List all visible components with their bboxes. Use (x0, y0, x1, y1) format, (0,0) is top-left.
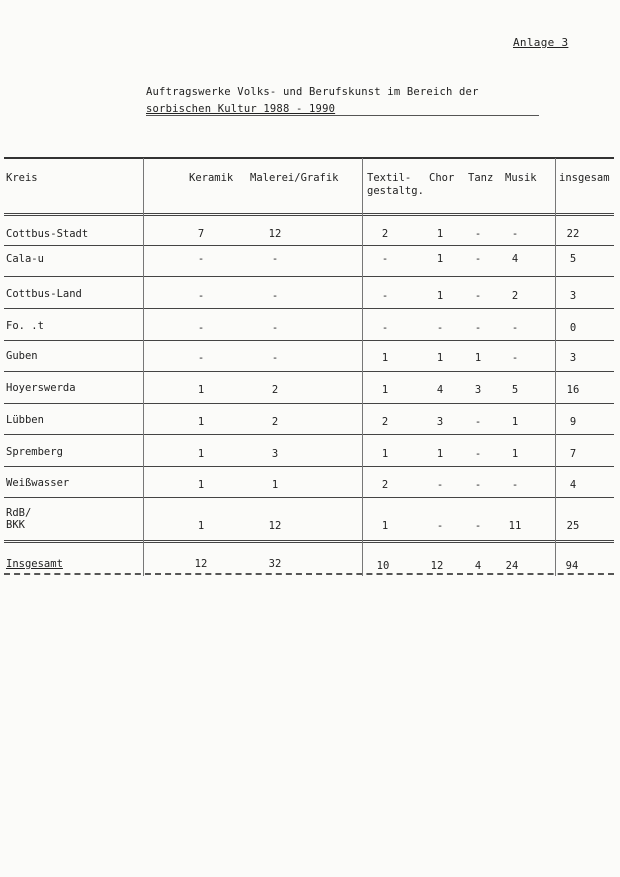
cell-textil: 1 (381, 520, 389, 532)
row-name-line2: BKK (6, 519, 25, 531)
cell-chor: 1 (436, 253, 444, 265)
total-rule (4, 540, 614, 543)
cell-musik: - (511, 479, 519, 491)
cell-tanz: - (474, 416, 482, 428)
cell-insgesamt: 0 (569, 322, 577, 334)
cell-tanz: - (474, 448, 482, 460)
cell-textil: 1 (381, 384, 389, 396)
cell-tanz: - (474, 228, 482, 240)
cell-chor: 1 (436, 352, 444, 364)
cell-chor: - (436, 479, 444, 491)
header-rule (4, 213, 614, 216)
cell-keramik: - (197, 290, 205, 302)
cell-keramik: 7 (197, 228, 205, 240)
annex-label: Anlage 3 (513, 36, 569, 49)
cell-malerei: 1 (271, 479, 279, 491)
cell-malerei: - (271, 322, 279, 334)
cell-musik: 1 (511, 448, 519, 460)
cell-musik: 4 (511, 253, 519, 265)
total-label: Insgesamt (6, 558, 63, 570)
cell-keramik: 1 (197, 416, 205, 428)
row-name: RdB/ (6, 507, 32, 519)
cell-tanz: - (474, 290, 482, 302)
row-rule (4, 434, 614, 435)
row-rule (4, 276, 614, 277)
row-name: Spremberg (6, 446, 63, 458)
cell-keramik: - (197, 253, 205, 265)
cell-tanz: - (474, 253, 482, 265)
column-divider (555, 158, 556, 576)
cell-insgesamt: 3 (569, 352, 577, 364)
cell-tanz: 3 (474, 384, 482, 396)
title-line-2: sorbischen Kultur 1988 - 1990 (146, 103, 336, 115)
cell-malerei: - (271, 352, 279, 364)
row-rule (4, 466, 614, 467)
header-insgesamt: insgesam (559, 172, 610, 184)
cell-keramik: - (197, 322, 205, 334)
cell-chor: 4 (436, 384, 444, 396)
cell-chor: 1 (436, 448, 444, 460)
cell-insgesamt: 22 (566, 228, 580, 240)
table-top-rule (4, 157, 614, 159)
row-rule (4, 371, 614, 372)
cell-malerei: 2 (271, 384, 279, 396)
total-insgesamt: 94 (565, 560, 579, 572)
header-textil-line2: gestaltg. (367, 185, 424, 197)
row-rule (4, 245, 614, 246)
row-name: Lübben (6, 414, 44, 426)
row-name: Cottbus-Land (6, 288, 82, 300)
cell-malerei: 12 (268, 228, 282, 240)
cell-insgesamt: 9 (569, 416, 577, 428)
cell-insgesamt: 5 (569, 253, 577, 265)
cell-malerei: - (271, 253, 279, 265)
cell-malerei: 3 (271, 448, 279, 460)
total-chor: 12 (430, 560, 444, 572)
cell-insgesamt: 4 (569, 479, 577, 491)
cell-malerei: - (271, 290, 279, 302)
row-name: Hoyerswerda (6, 382, 76, 394)
header-tanz: Tanz (468, 172, 494, 184)
cell-textil: - (381, 253, 389, 265)
title-line-1: Auftragswerke Volks- und Berufskunst im Bereich der (146, 86, 479, 98)
total-musik: 24 (505, 560, 519, 572)
cell-tanz: - (474, 322, 482, 334)
cell-keramik: 1 (197, 384, 205, 396)
cell-textil: - (381, 290, 389, 302)
cell-textil: 1 (381, 352, 389, 364)
cell-chor: 3 (436, 416, 444, 428)
cell-chor: - (436, 520, 444, 532)
cell-musik: - (511, 228, 519, 240)
cell-musik: 2 (511, 290, 519, 302)
cell-chor: 1 (436, 228, 444, 240)
header-musik: Musik (505, 172, 537, 184)
header-kreis: Kreis (6, 172, 38, 184)
cell-tanz: - (474, 479, 482, 491)
row-rule (4, 308, 614, 309)
total-malerei: 32 (268, 558, 282, 570)
header-textil: Textil- (367, 172, 412, 184)
cell-musik: - (511, 322, 519, 334)
cell-chor: 1 (436, 290, 444, 302)
cell-musik: 11 (508, 520, 522, 532)
total-tanz: 4 (474, 560, 482, 572)
cell-textil: 2 (381, 479, 389, 491)
row-rule (4, 340, 614, 341)
total-textil: 10 (376, 560, 390, 572)
cell-textil: - (381, 322, 389, 334)
cell-malerei: 2 (271, 416, 279, 428)
row-rule (4, 403, 614, 404)
row-name: Fo. .t (6, 320, 44, 332)
cell-textil: 1 (381, 448, 389, 460)
column-divider (143, 158, 144, 576)
cell-malerei: 12 (268, 520, 282, 532)
cell-textil: 2 (381, 228, 389, 240)
row-name: Guben (6, 350, 38, 362)
row-name: Weißwasser (6, 477, 70, 489)
cell-keramik: - (197, 352, 205, 364)
cell-textil: 2 (381, 416, 389, 428)
cell-tanz: - (474, 520, 482, 532)
total-keramik: 12 (194, 558, 208, 570)
cell-tanz: 1 (474, 352, 482, 364)
cell-keramik: 1 (197, 479, 205, 491)
cell-musik: 5 (511, 384, 519, 396)
cell-musik: 1 (511, 416, 519, 428)
cell-keramik: 1 (197, 520, 205, 532)
document-title (146, 84, 546, 118)
cell-insgesamt: 3 (569, 290, 577, 302)
header-chor: Chor (429, 172, 455, 184)
header-malerei-grafik: Malerei/Grafik (250, 172, 339, 184)
row-name: Cala-u (6, 253, 44, 265)
column-divider (362, 158, 363, 576)
row-name: Cottbus-Stadt (6, 228, 89, 240)
row-rule (4, 497, 614, 498)
cell-musik: - (511, 352, 519, 364)
cell-insgesamt: 7 (569, 448, 577, 460)
cell-keramik: 1 (197, 448, 205, 460)
cell-insgesamt: 25 (566, 520, 580, 532)
cell-insgesamt: 16 (566, 384, 580, 396)
title-underline (146, 115, 539, 116)
header-keramik: Keramik (189, 172, 234, 184)
cell-chor: - (436, 322, 444, 334)
table-bottom-rule (4, 573, 614, 575)
